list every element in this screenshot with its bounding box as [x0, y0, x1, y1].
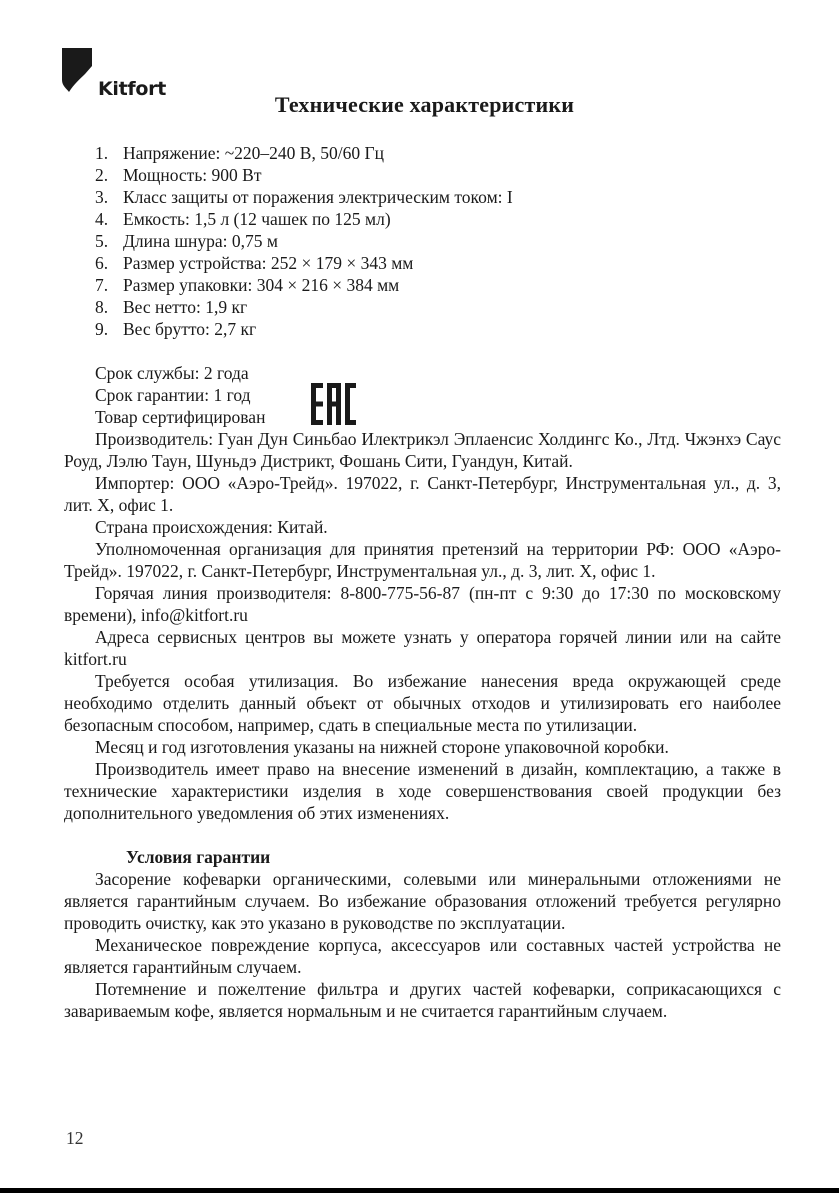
manufacturer-paragraph: Производитель: Гуан Дун Синьбао Илектрикэл Эплаенсис Холдингс Ко., Лтд. Чжэнхэ Саус Роуд, Лэлю Таун, Шуньдэ Дистрикт, Фошань Сити, Гуандун, Китай. [64, 429, 781, 471]
item-number: 9. [95, 319, 109, 339]
list-item [95, 252, 513, 274]
manufacture-date-paragraph: Месяц и год изготовления указаны на нижней стороне упаковочной коробки. [95, 737, 669, 757]
brand-name: Kitfort [98, 78, 166, 100]
eac-mark-icon [311, 383, 356, 425]
item-text: Размер упаковки: 304 × 216 × 384 мм [123, 275, 400, 295]
item-text: Размер устройства: 252 × 179 × 343 мм [123, 253, 414, 273]
page-bottom-edge [0, 1188, 839, 1193]
authorized-paragraph: Уполномоченная организация для принятия претензий на территории РФ: ООО «Аэро-Трейд». 197022, г. Санкт-Петербург, Инструментальная ул., д. 3, лит. Х, офис 1. [64, 539, 781, 581]
list-item [95, 274, 513, 296]
list-item [95, 318, 513, 340]
warranty-paragraph-3: Потемнение и пожелтение фильтра и других частей кофеварки, соприкасающихся с завариваемым кофе, является нормальным и не считается гарантийным случаем. [64, 979, 781, 1021]
list-item [95, 186, 513, 208]
warranty-section-title: Условия гарантии [126, 847, 271, 867]
item-number: 3. [95, 187, 109, 207]
item-number: 4. [95, 209, 109, 229]
warranty-paragraph-2: Механическое повреждение корпуса, аксессуаров или составных частей устройства не является гарантийным случаем. [64, 935, 781, 977]
item-number: 7. [95, 275, 109, 295]
item-text: Длина шнура: 0,75 м [123, 231, 278, 251]
item-number: 8. [95, 297, 109, 317]
item-text: Мощность: 900 Вт [123, 165, 262, 185]
list-item [95, 142, 513, 164]
item-text: Вес брутто: 2,7 кг [123, 319, 257, 339]
list-item [95, 164, 513, 186]
item-text: Класс защиты от поражения электрическим током: I [123, 187, 513, 207]
specs-list [95, 142, 513, 340]
changes-paragraph: Производитель имеет право на внесение изменений в дизайн, комплектацию, а также в технические характеристики изделия в ходе совершенствования своей продукции без дополнительного уведомления об этих изменениях. [64, 759, 781, 823]
legal-text [64, 428, 781, 1022]
service-centers-paragraph: Адреса сервисных центров вы можете узнать у оператора горячей линии или на сайте kitfort.ru [64, 627, 781, 669]
item-number: 5. [95, 231, 109, 251]
service-life: Срок службы: 2 года [95, 363, 249, 383]
kitfort-logo-icon [62, 48, 96, 98]
certification-note: Товар сертифицирован [95, 407, 266, 427]
origin-paragraph: Страна происхождения: Китай. [95, 517, 328, 537]
item-text: Вес нетто: 1,9 кг [123, 297, 248, 317]
service-info [95, 362, 265, 428]
item-text: Напряжение: ~220–240 В, 50/60 Гц [123, 143, 384, 163]
item-number: 1. [95, 143, 109, 163]
spacer [64, 824, 781, 846]
list-item [95, 230, 513, 252]
list-item [95, 296, 513, 318]
page-number: 12 [66, 1128, 84, 1148]
item-number: 6. [95, 253, 109, 273]
disposal-paragraph: Требуется особая утилизация. Во избежание нанесения вреда окружающей среде необходимо отделить данный объект от обычных отходов и утилизировать его наиболее безопасным способом, например, сдать в специальные места по утилизации. [64, 671, 781, 735]
warranty-period: Срок гарантии: 1 год [95, 385, 251, 405]
hotline-paragraph: Горячая линия производителя: 8-800-775-56-87 (пн-пт с 9:30 до 17:30 по московскому времени), info@kitfort.ru [64, 583, 781, 625]
list-item [95, 208, 513, 230]
warranty-paragraph-1: Засорение кофеварки органическими, солевыми или минеральными отложениями не является гарантийным случаем. Во избежание образования отложений требуется регулярно проводить очистку, как это указано в руководстве по эксплуатации. [64, 869, 781, 933]
page-title: Технические характеристики [274, 92, 575, 117]
importer-paragraph: Импортер: ООО «Аэро-Трейд». 197022, г. Санкт-Петербург, Инструментальная ул., д. 3, лит. Х, офис 1. [64, 473, 781, 515]
item-number: 2. [95, 165, 109, 185]
item-text: Емкость: 1,5 л (12 чашек по 125 мл) [123, 209, 391, 229]
